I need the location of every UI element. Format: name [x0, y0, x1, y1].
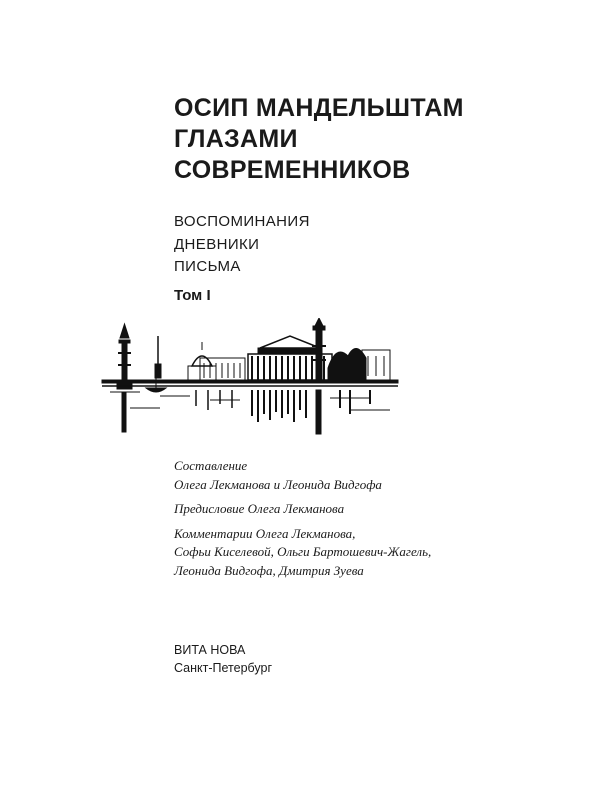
skyline-ink — [102, 318, 398, 434]
genre-letters: ПИСЬМА — [174, 258, 241, 275]
skyline-illustration — [100, 318, 400, 436]
credits — [174, 457, 594, 586]
commentary-line: Комментарии Олега Лекманова, — [174, 525, 356, 541]
compilation-credit — [174, 457, 594, 494]
compilation-label: Составление — [174, 458, 248, 473]
rostral-column-right — [316, 330, 322, 382]
volume-number: Том I — [174, 287, 211, 304]
genre-diaries: ДНЕВНИКИ — [174, 235, 260, 253]
genre-list — [174, 211, 310, 279]
publisher-block — [174, 641, 272, 677]
title-line: СОВРЕМЕННИКОВ — [174, 156, 411, 184]
publisher-name: ВИТА НОВА — [174, 643, 246, 657]
commentary-credit — [174, 525, 594, 581]
book-title — [174, 93, 594, 186]
commentary-line: Софьи Киселевой, Ольги Бартошевич-Жагель, — [174, 544, 432, 559]
preface-credit: Предисловие Олега Лекманова — [174, 501, 345, 516]
commentary-line: Леонида Видгофа, Дмитрия Зуева — [174, 562, 364, 578]
title-line: ОСИП МАНДЕЛЬШТАМ — [174, 94, 464, 122]
genre-memoirs: ВОСПОМИНАНИЯ — [174, 213, 310, 230]
title-line: ГЛАЗАМИ — [174, 125, 298, 153]
publisher-city: Санкт-Петербург — [174, 661, 273, 675]
compilation-names: Олега Лекманова и Леонида Видгофа — [174, 476, 382, 492]
